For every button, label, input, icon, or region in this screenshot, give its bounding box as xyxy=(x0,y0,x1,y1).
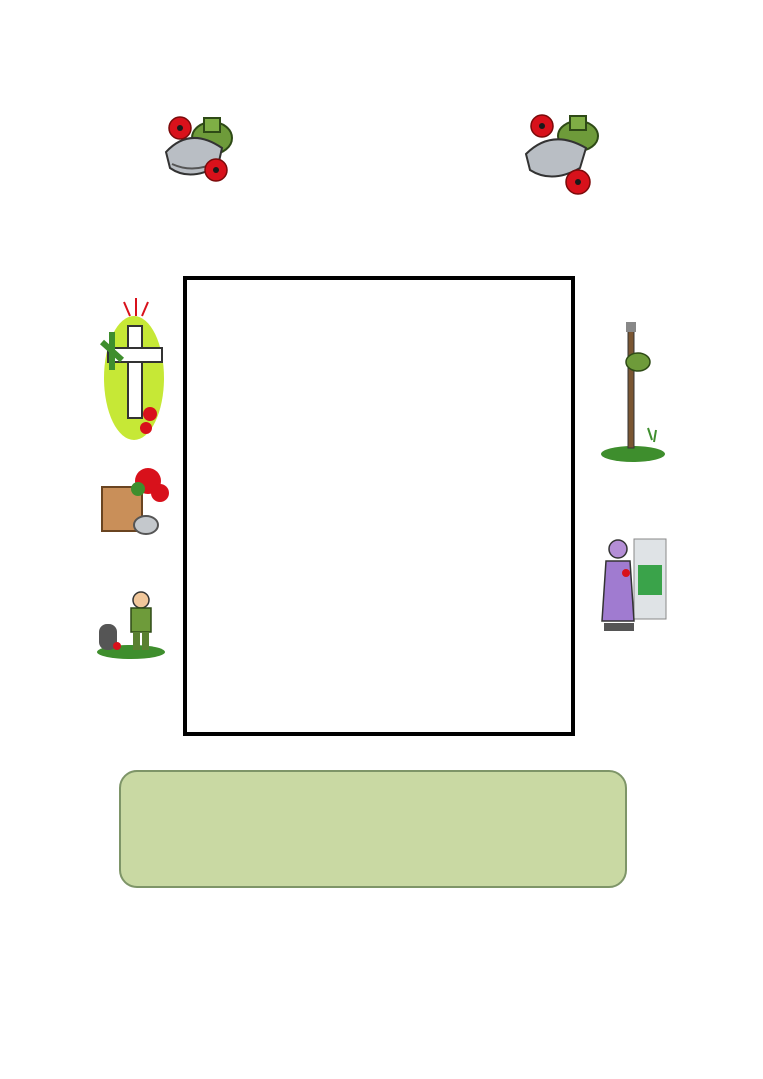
word-search-box xyxy=(183,276,575,736)
rifle-helmet-memorial-icon xyxy=(598,318,668,462)
poppy-border-bottom xyxy=(32,978,734,1004)
cross-poppy-icon xyxy=(92,292,172,442)
poppy-border-right xyxy=(708,74,734,1004)
poppy-wreath-icon xyxy=(98,465,170,541)
soldier-grave-icon xyxy=(95,586,167,660)
poppy-border-left xyxy=(30,74,56,1004)
poppy-border-top xyxy=(32,74,734,100)
helmet-poppy-icon-left xyxy=(160,108,242,186)
woman-memorial-icon xyxy=(598,535,670,647)
helmet-poppy-icon-right xyxy=(520,108,604,198)
word-list-box xyxy=(119,770,627,888)
